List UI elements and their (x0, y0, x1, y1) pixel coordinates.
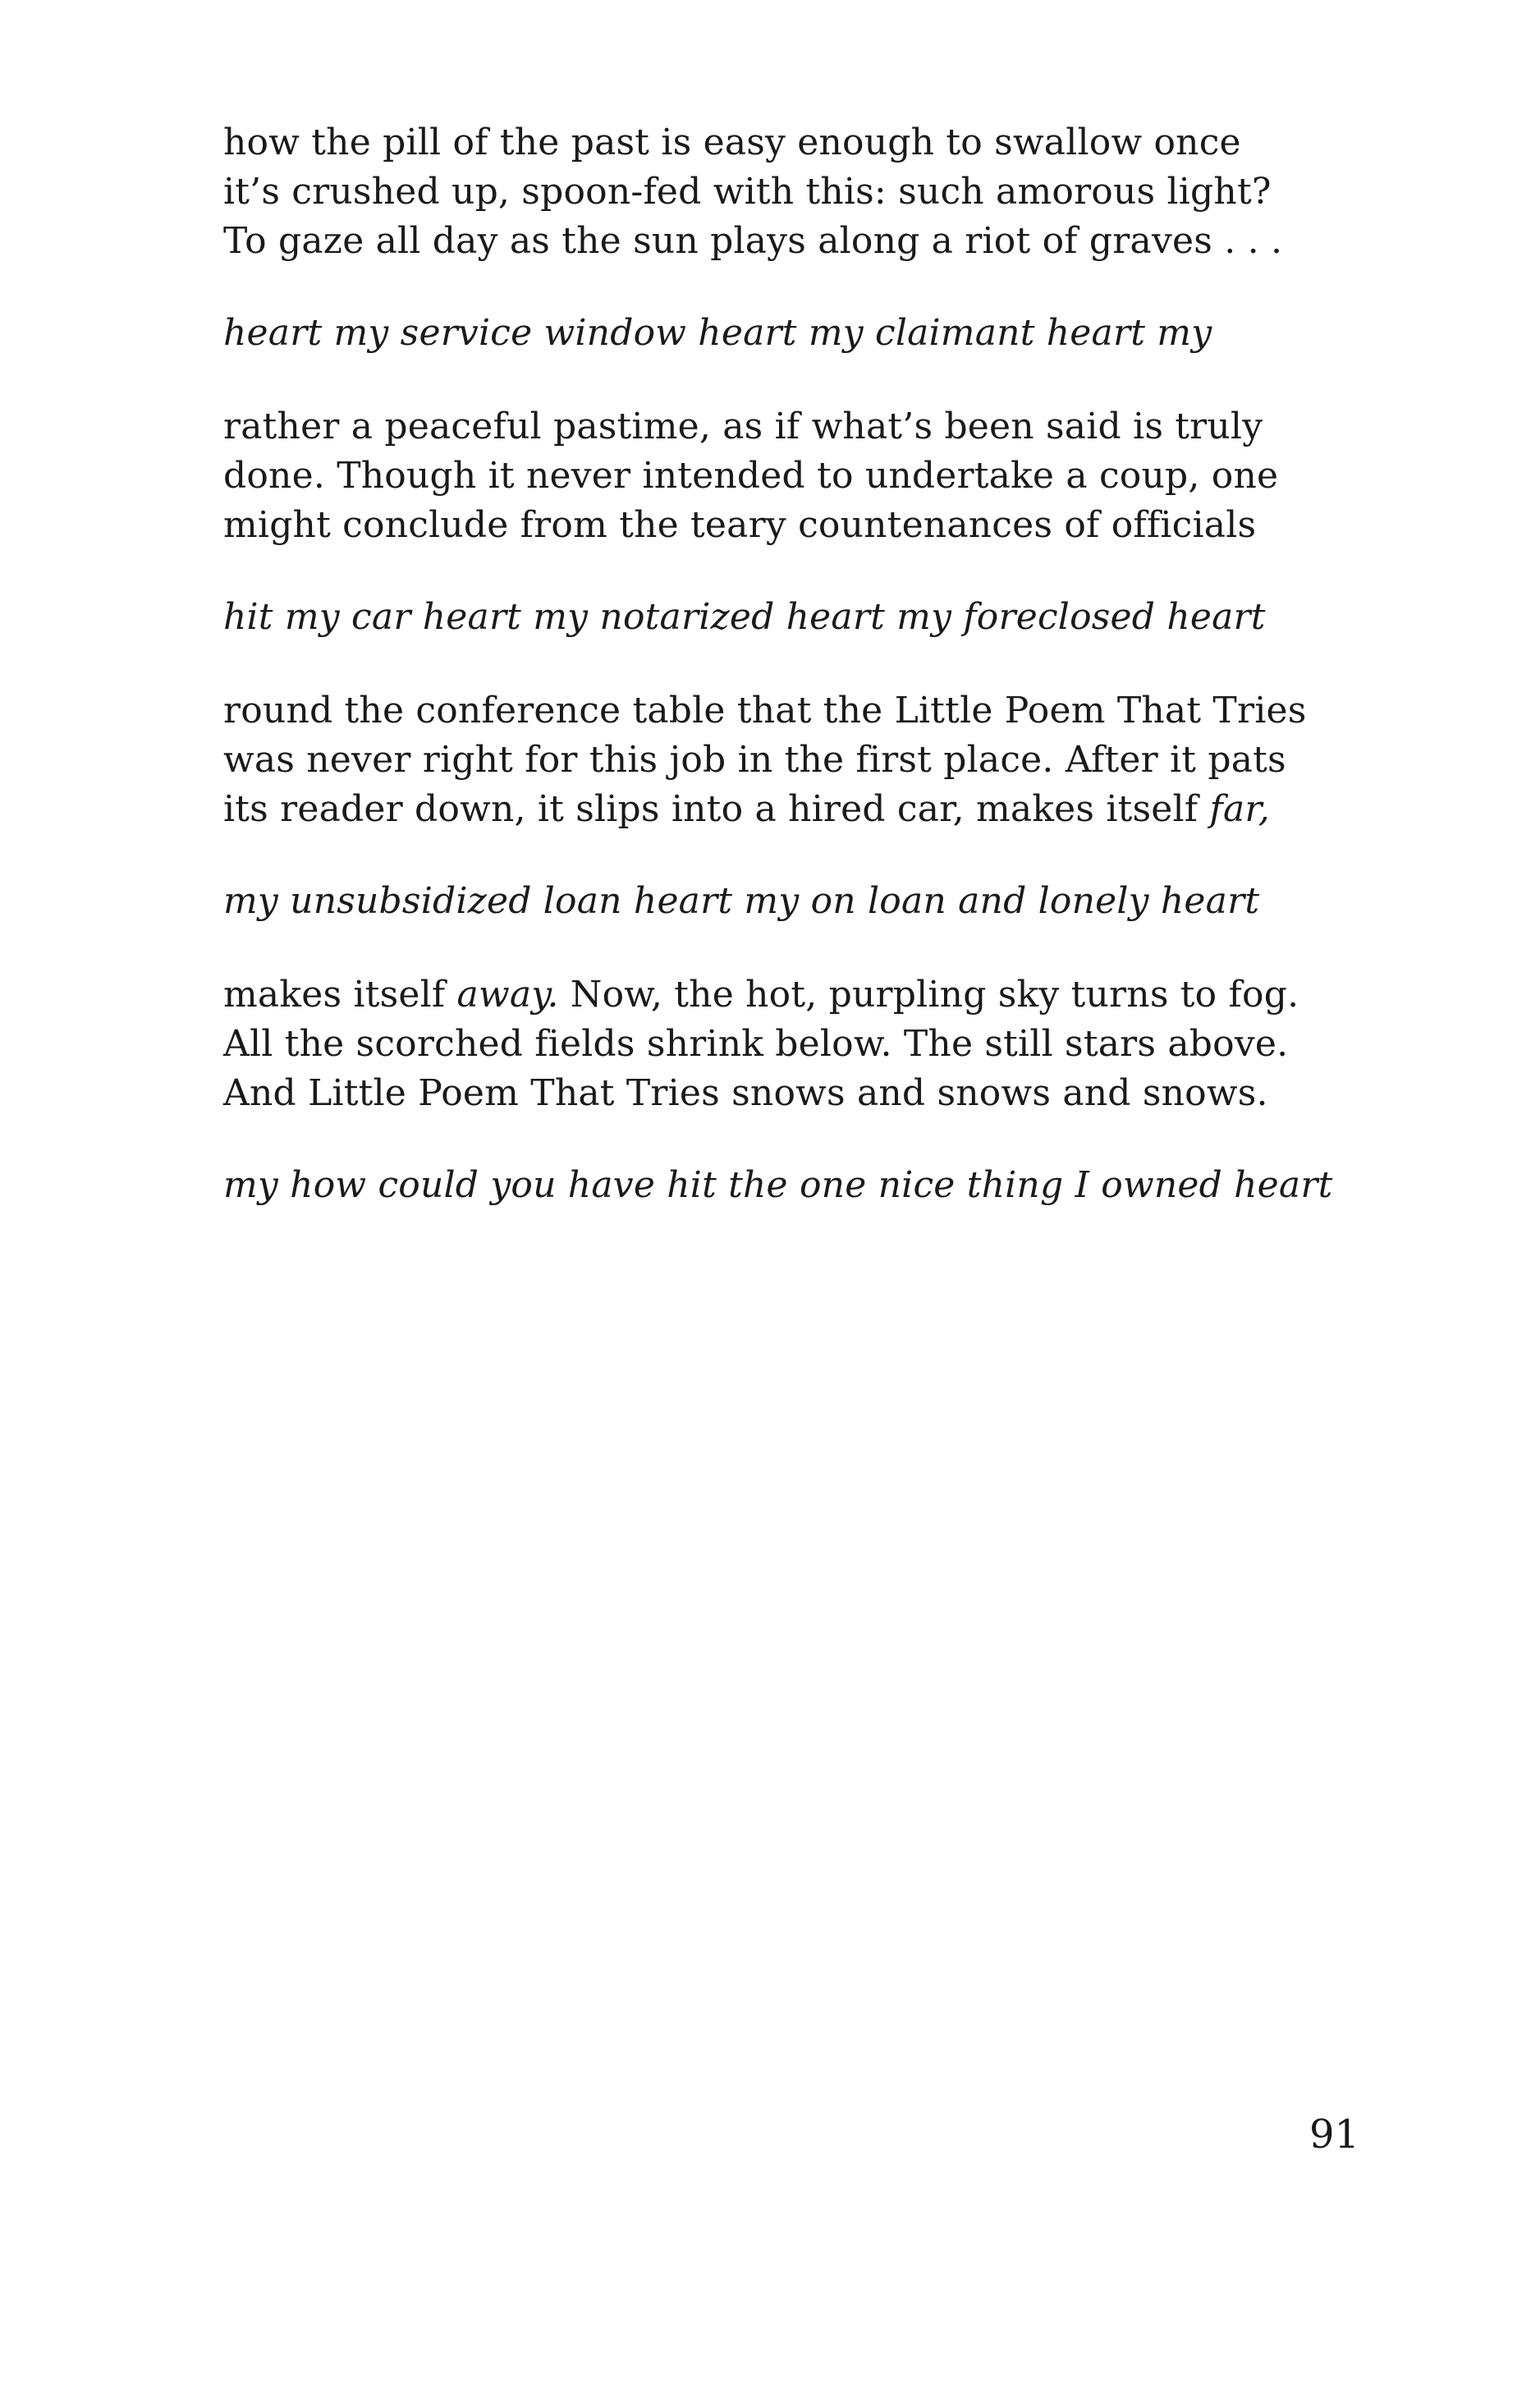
poem-line: was never right for this job in the first place. After it pats (223, 739, 1286, 781)
refrain-line: hit my car heart my notarized heart my foreclosed heart (223, 596, 1266, 638)
poem-line: All the scorched fields shrink below. The still stars above. (223, 1023, 1289, 1065)
poem-line: And Little Poem That Tries snows and snows and snows. (223, 1072, 1268, 1114)
poem-line: how the pill of the past is easy enough to swallow once (223, 122, 1241, 163)
emphasis-word: away. (456, 974, 559, 1016)
poem-line (223, 785, 1270, 834)
emphasis-word: far, (1209, 788, 1270, 830)
poem-line: To gaze all day as the sun plays along a riot of graves . . . (223, 220, 1283, 262)
refrain-line: my how could you have hit the one nice thing I owned heart (223, 1164, 1333, 1206)
poem-line: rather a peaceful pastime, as if what’s been said is truly (223, 406, 1263, 447)
poem-line: it’s crushed up, spoon-fed with this: such amorous light? (223, 171, 1272, 213)
poem-line: done. Though it never intended to undertake a coup, one (223, 455, 1279, 497)
refrain-line: heart my service window heart my claimant heart my (223, 312, 1212, 354)
poem-line (223, 970, 1299, 1020)
poem-line: might conclude from the teary countenances of officials (223, 504, 1257, 546)
line-text: its reader down, it slips into a hired car, makes itself (223, 788, 1210, 830)
refrain-line: my unsubsidized loan heart my on loan and lonely heart (223, 880, 1260, 922)
line-text: Now, the hot, purpling sky turns to fog. (558, 974, 1299, 1016)
page-number: 91 (1309, 2112, 1360, 2158)
poem-line: round the conference table that the Little Poem That Tries (223, 690, 1307, 732)
line-text: makes itself (223, 974, 457, 1016)
